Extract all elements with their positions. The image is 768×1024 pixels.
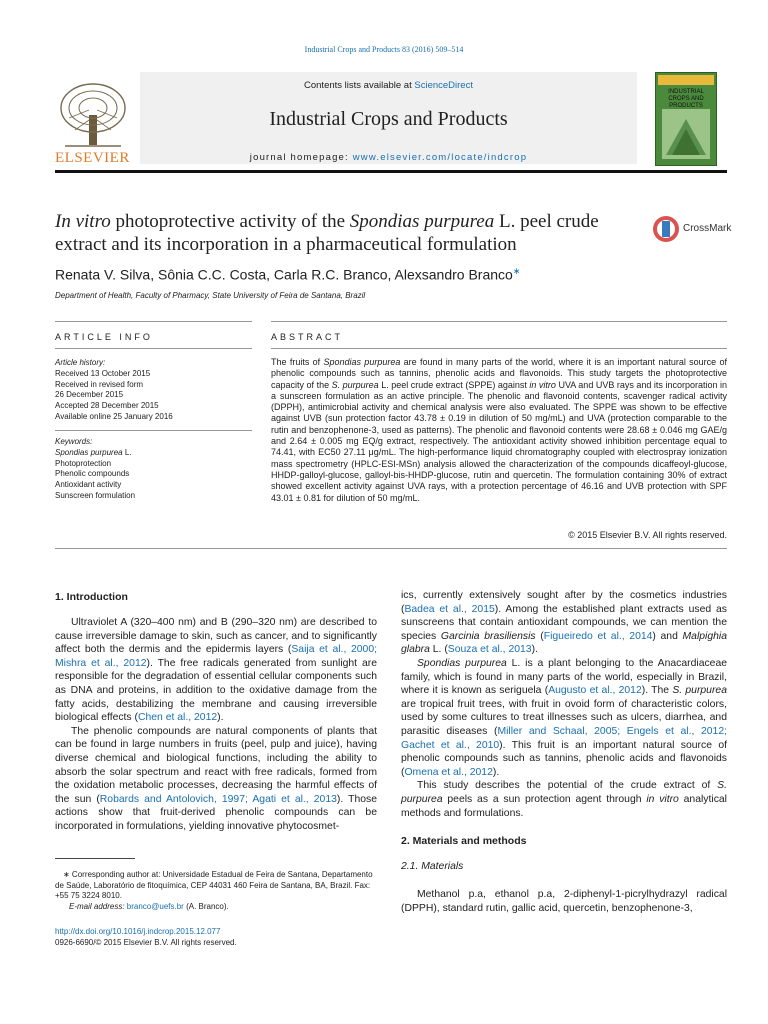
- cover-art: [662, 109, 710, 159]
- citation-link[interactable]: Chen et al., 2012: [137, 712, 218, 724]
- keyword-item: Sunscreen formulation: [55, 490, 136, 500]
- contents-line: [140, 80, 637, 91]
- info-mid-rule: [55, 348, 252, 349]
- materials-text: Methanol p.a, ethanol p.a, 2-diphenyl-1-picrylhydrazyl radical (DPPH), standard rutin, gallic acid, quercetin, benzophenone-3,: [401, 889, 727, 914]
- keyword-species-suffix: L.: [122, 447, 132, 457]
- citation-link[interactable]: Omena et al., 2012: [404, 766, 493, 778]
- title-part3: L. peel crude: [494, 211, 599, 232]
- citation-link[interactable]: Saija et al., 2000; Mishra et al., 2012: [55, 644, 377, 669]
- abstract-mid-rule: [271, 348, 727, 349]
- keyword-species: Spondias purpurea: [55, 447, 123, 457]
- abstract-copyright: © 2015 Elsevier B.V. All rights reserved.: [568, 530, 727, 540]
- title-part2: photoprotective activity of the: [110, 211, 350, 232]
- citation-link[interactable]: Figueiredo et al., 2014: [543, 630, 653, 642]
- homepage-prefix: journal homepage:: [249, 152, 353, 163]
- info-divider: [55, 430, 252, 431]
- crossmark-icon: [652, 214, 680, 244]
- homepage-link[interactable]: www.elsevier.com/locate/indcrop: [352, 152, 528, 163]
- intro-left-column: Ultraviolet A (320–400 nm) and B (290–320 nm) are described to cause irreversible damage to skin, such as cancer, and to significantly affect both the dermis and the epidermis layers (Saija et al., 2000; Mishra et al., 2012). The free radicals generated from sunlight are responsible for the degradation of essential cellular components such as DNA and proteins, in addition to the oxidative damage from the fatty acids, destabilizing the membrane and causing irreversible biological effects (Chen et al., 2012). The phenolic compounds are natural components of plants that can be found in large numbers in fruits (peel, pulp and juice), having diverse chemical and biological functions, including the ability to absorb the solar spectrum and react with free radicals, formed from the oxidation metabolic processes, decreasing the harmful effects of the sun (Robards and Antolovich, 1997; Agati et al., 2013). Those actions show that fruit-derived phenolic compounds can be incorporated in formulations, yielding innovative phytocosmet-: [55, 617, 377, 832]
- title-line2: extract and its incorporation in a pharmaceutical formulation: [55, 234, 517, 255]
- article-title: [55, 210, 645, 256]
- crossmark-label: CrossMark: [683, 223, 732, 234]
- email-suffix: (A. Branco).: [183, 901, 229, 911]
- title-invitro: In vitro: [55, 211, 111, 232]
- citation-link[interactable]: Badea et al., 2015: [404, 603, 495, 615]
- abstract-bottom-rule: [55, 548, 727, 549]
- abstract-text: The fruits of Spondias purpurea are found in many parts of the world, where it is an important natural source of phenolic compounds such as tannins, phenolic acids and flavonoids. This study targets the photoprotective capacity of the S. purpurea L. peel crude extract (SPPE) against in vitro UVA and UVB rays and its incorporation in a sunscreen formulation as an active principle. The phenolic and flavonoid contents, scavenger radical activity (DPPH), antimicrobial activity and chemical analysis were also evaluated. The SPPE was shown to be effective against UVB (sun protection factor 43.78 ± 0.19 in dilution of 50 mg/mL) and UVA (protection comparable to the rutin and benzophenone-3, used as patterns). The phenolic and flavonoid contents were 28.68 ± 0.046 mg GAE/g and 2.64 ± 0.005 mg EQ/g extract, respectively. The antioxidant activity showed inhibition percentage equal to 74.41, with EC50 27.11 μg/mL. The high-performance liquid chromatography coupled with electrospray ionization mass spectrometry (HPLC-ESI-MSn) analysis allowed the characterization of the compounds dicaffeoyl-glucose, HHDP-galloyl-glucose, galloyl-bis-HHDP-glucose, rutin and quercetin. The formulation containing 30% of extract showed excellent activity against UVA rays, with a protection percentage of 46.16 and UVB protection with SPF 43.01 ± 0.81 for dilution of 50 mg/mL.: [271, 357, 728, 503]
- history-label: Article history:: [55, 358, 106, 367]
- history-online: Available online 25 January 2016: [55, 411, 173, 421]
- citation-link[interactable]: Augusto et al., 2012: [548, 685, 642, 697]
- journal-homepage: [140, 152, 637, 163]
- crossmark-badge[interactable]: [652, 214, 732, 244]
- history-revised-date: 26 December 2015: [55, 390, 124, 400]
- section-methods: 2. Materials and methods: [401, 835, 527, 847]
- citation-link[interactable]: Robards and Antolovich, 1997; Agati et al., 2013: [99, 793, 337, 805]
- citation-link[interactable]: Souza et al., 2013: [447, 644, 532, 656]
- keyword-item: Photoprotection: [55, 458, 112, 468]
- elsevier-wordmark: ELSEVIER: [55, 150, 130, 166]
- contents-prefix: Contents lists available at: [304, 80, 415, 91]
- corresponding-mark[interactable]: ∗: [512, 266, 521, 276]
- footnote-mark: ∗: [63, 870, 70, 879]
- cover-band: [658, 75, 714, 85]
- keyword-item: Phenolic compounds: [55, 469, 130, 479]
- info-top-rule: [55, 321, 252, 322]
- header-rule: [55, 170, 727, 173]
- email-label: E-mail address:: [69, 901, 127, 911]
- title-species: Spondias purpurea: [349, 211, 495, 232]
- author-list: [55, 266, 520, 283]
- doi-link[interactable]: http://dx.doi.org/10.1016/j.indcrop.2015.12.077: [55, 927, 221, 936]
- keywords: [55, 437, 252, 502]
- journal-reference[interactable]: Industrial Crops and Products 83 (2016) 509–514: [304, 45, 464, 54]
- history-accepted: Accepted 28 December 2015: [55, 401, 159, 411]
- subsection-materials: 2.1. Materials: [401, 861, 464, 872]
- abstract-top-rule: [271, 321, 727, 322]
- abstract-heading: ABSTRACT: [271, 332, 344, 342]
- sciencedirect-link[interactable]: ScienceDirect: [414, 80, 473, 91]
- elsevier-tree-logo: [55, 80, 133, 150]
- authors-text: Renata V. Silva, Sônia C.C. Costa, Carla R.C. Branco, Alexsandro Branco: [55, 266, 513, 283]
- affiliation: Department of Health, Faculty of Pharmacy, State University of Feira de Santana, Brazil: [55, 291, 366, 300]
- article-info-heading: ARTICLE INFO: [55, 332, 153, 342]
- journal-title: Industrial Crops and Products: [269, 108, 508, 130]
- article-history: [55, 358, 252, 423]
- footnote-rule: [55, 858, 135, 859]
- keyword-item: Antioxidant activity: [55, 480, 122, 490]
- footnote-corresponding: [55, 870, 377, 912]
- keywords-label: Keywords:: [55, 437, 93, 446]
- footnote-text: Corresponding author at: Universidade Estadual de Feira de Santana, Departamento de Saúde, Laboratório de fitoquímica, CEP 44031 460 Feira de Santana, BA, Brazil. Fax: +55 75 3224 8010.: [55, 870, 373, 900]
- section-introduction: 1. Introduction: [55, 591, 128, 603]
- journal-cover[interactable]: [655, 72, 717, 166]
- cover-title: INDUSTRIAL CROPS AND PRODUCTS: [668, 89, 704, 109]
- intro-right-column: ics, currently extensively sought after by the cosmetics industries (Badea et al., 2015). Among the established plant extracts used as sunscreens that contain antioxidant compounds, we can mention the species Garcinia brasiliensis (Figueiredo et al., 2014) and Malpighia glabra L. (Souza et al., 2013). Spondias purpurea L. is a plant belonging to the Anacardiaceae family, which is found in many parts of the world, especially in Brazil, where it is known as seriguela (Augusto et al., 2012). The S. purpurea are tropical fruit trees, with fruit in ovoid form of characteristic colors, used by some cultures to treat illnesses such as ulcers, diarrhea, and parasitic diseases (Miller and Schaal, 2005; Engels et al., 2012; Gachet et al., 2010). This fruit is an important natural source of phenolic compounds such as tannins, phenolic acids and flavonoids (Omena et al., 2012). This study describes the potential of the crude extract of S. purpurea peels as a sun protection agent through in vitro analytical methods and formulations.: [401, 590, 728, 819]
- history-revised: Received in revised form: [55, 379, 144, 389]
- history-received: Received 13 October 2015: [55, 368, 151, 378]
- citation-link[interactable]: Miller and Schaal, 2005; Engels et al., 2012; Gachet et al., 2010: [401, 725, 727, 751]
- email-link[interactable]: branco@uefs.br: [126, 901, 184, 911]
- issn-line: 0926-6690/© 2015 Elsevier B.V. All rights reserved.: [55, 938, 237, 947]
